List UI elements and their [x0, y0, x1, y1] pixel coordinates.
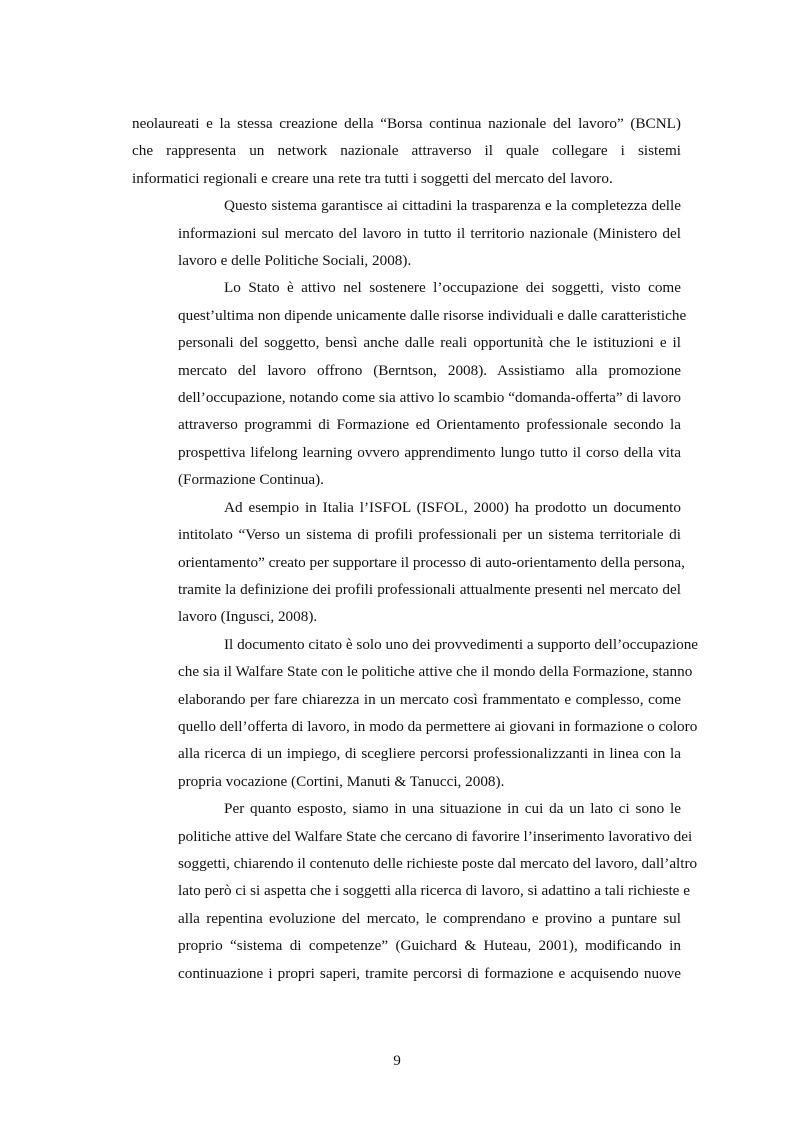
paragraph-3 [132, 274, 687, 493]
text-line: alla repentina evoluzione del mercato, le comprendano e provino a puntare sul [178, 909, 681, 927]
paragraph-5 [132, 631, 699, 795]
text-line: lavoro e delle Politiche Sociali, 2008). [178, 252, 412, 270]
paragraph-4 [132, 494, 685, 631]
text-line: (Formazione Continua). [178, 471, 324, 489]
text-line: quest’ultima non dipende unicamente dalle risorse individuali e dalle caratteristiche [178, 306, 687, 324]
paragraph-1 [132, 110, 681, 192]
text-line: Questo sistema garantisce ai cittadini la trasparenza e la completezza delle [224, 197, 681, 215]
text-line: alla ricerca di un impiego, di scegliere percorsi professionalizzanti in linea con la [178, 745, 681, 763]
page-number: 9 [393, 1052, 401, 1069]
text-line: attraverso programmi di Formazione ed Orientamento professionale secondo la [178, 416, 681, 434]
text-line: lato però ci si aspetta che i soggetti alla ricerca di lavoro, si adattino a tali richieste e [178, 882, 690, 900]
text-line: elaborando per fare chiarezza in un mercato così frammentato e complesso, come [178, 690, 681, 708]
text-line: proprio “sistema di competenze” (Guichard & Huteau, 2001), modificando in [178, 937, 681, 955]
paragraph-2 [132, 192, 681, 274]
text-line: intitolato “Verso un sistema di profili professionali per un sistema territoriale di [178, 526, 681, 544]
text-line: lavoro (Ingusci, 2008). [178, 608, 318, 626]
text-line: dell’occupazione, notando come sia attivo lo scambio “domanda-offerta” di lavoro [178, 389, 681, 407]
text-line: Ad esempio in Italia l’ISFOL (ISFOL, 2000) ha prodotto un documento [224, 498, 681, 516]
text-line: mercato del lavoro offrono (Berntson, 2008). Assistiamo alla promozione [178, 361, 681, 379]
text-line: quello dell’offerta di lavoro, in modo da permettere ai giovani in formazione o coloro [178, 717, 698, 735]
text-line: informazioni sul mercato del lavoro in tutto il territorio nazionale (Ministero del [178, 224, 681, 242]
text-line: informatici regionali e creare una rete tra tutti i soggetti del mercato del lavoro. [132, 169, 613, 187]
text-line: tramite la definizione dei profili professionali attualmente presenti nel mercato del [178, 580, 681, 598]
text-line: continuazione i propri saperi, tramite percorsi di formazione e acquisendo nuove [178, 964, 681, 982]
text-line: Il documento citato è solo uno dei provvedimenti a supporto dell’occupazione [224, 635, 699, 653]
text-line: prospettiva lifelong learning ovvero apprendimento lungo tutto il corso della vita [178, 443, 681, 461]
paragraph-6 [132, 795, 698, 987]
text-line: soggetti, chiarendo il contenuto delle richieste poste dal mercato del lavoro, dall’altro [178, 854, 698, 872]
text-line: personali del soggetto, bensì anche dalle reali opportunità che le istituzioni e il [178, 334, 681, 352]
body-text [132, 110, 699, 987]
text-line: che rappresenta un network nazionale attraverso il quale collegare i sistemi [132, 142, 681, 160]
text-line: politiche attive del Walfare State che cercano di favorire l’inserimento lavorativo dei [178, 827, 693, 845]
text-line: orientamento” creato per supportare il processo di auto-orientamento della persona, [178, 553, 685, 571]
text-line: propria vocazione (Cortini, Manuti & Tanucci, 2008). [178, 772, 505, 790]
text-line: Per quanto esposto, siamo in una situazione in cui da un lato ci sono le [224, 800, 681, 818]
text-line: che sia il Walfare State con le politiche attive che il mondo della Formazione, stanno [178, 663, 693, 681]
text-line: Lo Stato è attivo nel sostenere l’occupazione dei soggetti, visto come [224, 279, 681, 297]
text-line: neolaureati e la stessa creazione della “Borsa continua nazionale del lavoro” (BCNL) [132, 115, 681, 132]
